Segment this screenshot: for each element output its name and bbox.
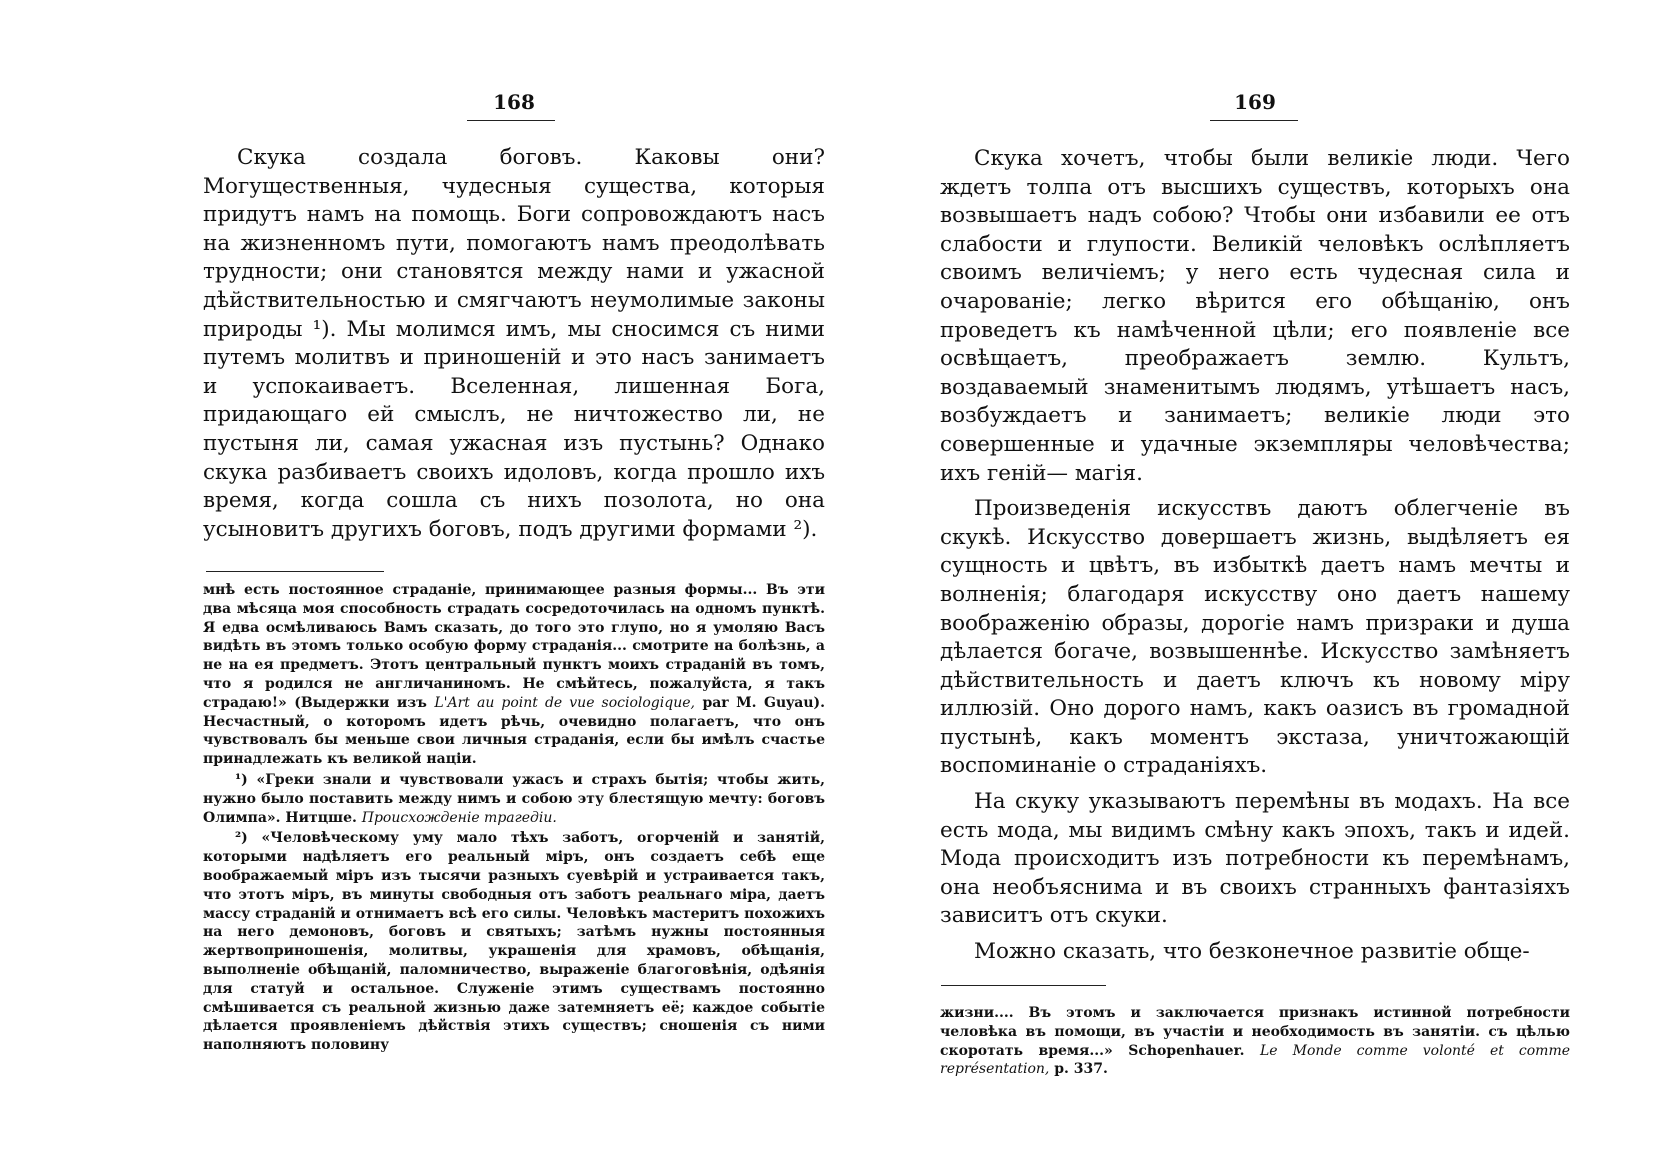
paragraph: Скука создала боговъ. Каковы они? Могущественныя, чудесныя существа, которыя придутъ намъ на помощь. Боги сопровождаютъ насъ на жизненномъ пути, помогаютъ намъ преодолѣвать трудности; они становятся между нами и ужасной дѣйствительностью и смягчаютъ неумолимые законы природы ¹). Мы молимся имъ, мы сносимся съ ними путемъ молитвъ и приношеній и это насъ занимаетъ и успокаиваетъ. Вселенная, лишенная Бога, придающаго ей смыслъ, не ничтожество ли, не пустыня ли, самая ужасная изъ пустынь? Однако скука разбиваетъ своихъ идоловъ, когда прошло ихъ время, когда сошла съ нихъ позолота, но она усыновитъ другихъ боговъ, подъ другими формами ²).	[203, 145, 825, 542]
paragraph: Произведенія искусствъ даютъ облегченіе въ скукѣ. Искусство довершаетъ жизнь, выдѣляетъ ея сущность и цвѣтъ, въ избыткѣ даетъ намъ мечты и волненія; благодаря искусству оно даетъ нашему воображенію образы, дорогіе намъ призраки и душа дѣлается богаче, возвышеннѣе. Искусство замѣняетъ дѣйствительность и даетъ ключъ къ новому міру иллюзій. Оно дорого намъ, какъ оазисъ въ громадной пустынѣ, какъ моментъ экстаза, уничтожающій воспоминаніе о страданіяхъ.	[940, 496, 1570, 779]
page-number-rule	[467, 120, 555, 121]
paragraph: Скука хочетъ, чтобы были великіе люди. Чего ждетъ толпа отъ высшихъ существъ, которыхъ она возвышаетъ надъ собою? Чтобы они избавили ее отъ слабости и глупости. Великій человѣкъ ослѣпляетъ своимъ величіемъ; у него есть чудесная сила и очарованіе; легко вѣрится его обѣщанію, онъ проведетъ къ намѣченной цѣли; его появленіе все освѣщаетъ, преображаетъ землю. Культъ, воздаваемый знаменитымъ людямъ, утѣшаетъ насъ, возбуждаетъ и занимаетъ; великіе люди это совершенные и удачные экземпляры человѣчества; ихъ геній— магія.	[940, 146, 1570, 486]
paragraph: На скуку указываютъ перемѣны въ модахъ. На все есть мода, мы видимъ смѣну какъ эпохъ, такъ и идей. Мода происходитъ изъ потребности къ перемѣнамъ, она необъяснима и въ своихъ странныхъ фантазіяхъ зависитъ отъ скуки.	[940, 789, 1570, 929]
right-page	[940, 0, 1570, 1153]
main-text	[940, 145, 1570, 967]
paragraph: Можно сказать, что безконечное развитіе обще-	[974, 939, 1530, 965]
footnote-text: жизни.... Въ этомъ и заключается признакъ истинной потребности человѣка въ помощи, въ участіи и необходимость въ занятіи. съ цѣлью скоротать время...» Schopenhauer.	[940, 1005, 1570, 1059]
footnotes	[203, 581, 825, 1055]
footnote-text: p. 337.	[1054, 1061, 1108, 1078]
footnote-1	[203, 771, 825, 827]
footnote-title: L'Art au point de vue sociologique,	[434, 694, 695, 711]
page-number-rule	[1210, 120, 1298, 121]
page-number: 168	[493, 90, 535, 114]
footnote-text: par M. Guyau). Несчастный, о которомъ идетъ рѣчь, очевидно полагаетъ, что онъ чувствовалъ бы меньше свои личныя страданія, если бы имѣлъ счастье принадлежать къ великой націи.	[203, 694, 826, 768]
footnote-continued	[940, 1004, 1570, 1079]
footnote-title: Происхожденіе трагедіи.	[361, 809, 557, 826]
left-page	[203, 0, 825, 1153]
footnote-text: ¹) «Греки знали и чувствовали ужасъ и страхъ бытія; чтобы жить, нужно было поставить между нимъ и собою эту блестящую мечту: боговъ Олимпа». Нитцше.	[203, 771, 825, 826]
main-text	[203, 144, 825, 544]
footnote-continued	[203, 581, 825, 769]
footnote-title: Le Monde comme volonté et comme représentation,	[940, 1042, 1571, 1078]
footnotes	[940, 1004, 1570, 1079]
footnote-text: мнѣ есть постоянное страданіе, принимающее разныя формы... Въ эти два мѣсяца моя способность страдать сосредоточилась на одномъ пунктѣ. Я едва осмѣливаюсь Вамъ сказать, до того это глупо, но я умоляю Васъ видѣть въ этомъ только особую форму страданія... смотрите на болѣзнь, а не на ея предметъ. Этотъ центральный пунктъ моихъ страданій въ томъ, что я родился не англичаниномъ. Не смѣйтесь, пожалуйста, я такъ страдаю!» (Выдержки изъ	[203, 582, 825, 711]
footnote-rule	[206, 571, 384, 572]
page-number: 169	[1234, 90, 1276, 114]
footnote-2: ²) «Человѣческому уму мало тѣхъ заботъ, огорченій и занятій, которыми надѣляетъ его реальный міръ, онъ создаетъ себѣ еще воображаемый міръ изъ тысячи разныхъ суевѣрій и устраивается такъ, что этотъ міръ, въ минуты свободныя отъ заботъ реальнаго міра, даетъ массу страданій и отнимаетъ всѣ его силы. Человѣкъ мастеритъ похожихъ на него демоновъ, боговъ и святыхъ; затѣмъ нужны постоянныя жертвоприношенія, молитвы, украшенія для храмовъ, обѣщанія, выполненіе обѣщаній, паломничество, выраженіе благоговѣнія, одѣянія для статуй и остальное. Служеніе этимъ существамъ постоянно смѣшивается съ реальной жизнью даже затемняетъ её; каждое событіе дѣлается проявленіемъ дѣйствія этихъ существъ; сношенія съ ними наполняютъ половину	[203, 830, 825, 1054]
footnote-rule	[941, 985, 1106, 986]
